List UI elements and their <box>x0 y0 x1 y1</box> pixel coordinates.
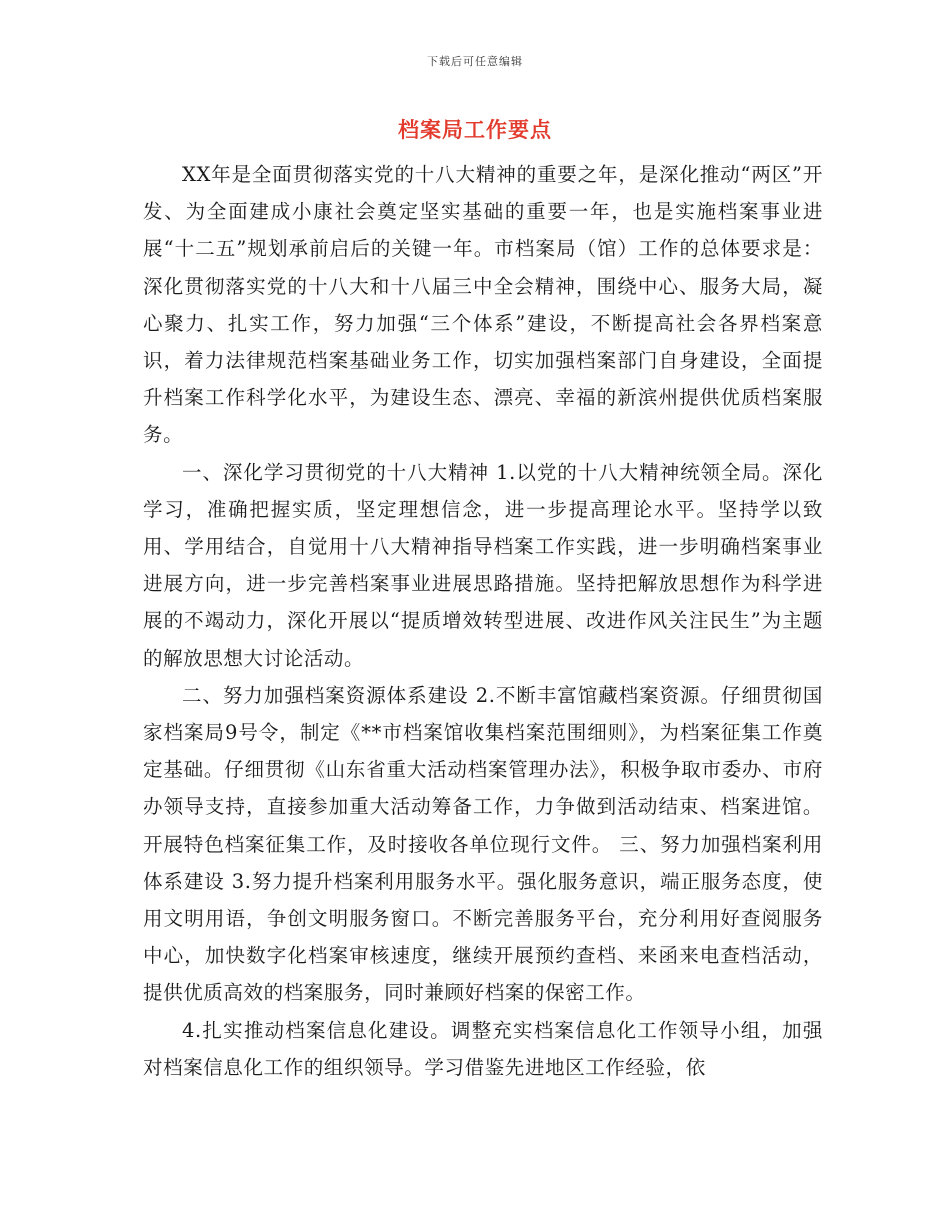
paragraph: 4.扎实推动档案信息化建设。调整充实档案信息化工作领导小组，加强对档案信息化工作的组织领导。学习借鉴先进地区工作经验，依 <box>143 1018 823 1079</box>
document-body <box>143 156 823 1086</box>
header-note: 下载后可任意编辑 <box>427 55 523 68</box>
paragraph: XX年是全面贯彻落实党的十八大精神的重要之年，是深化推动“两区”开发、为全面建成小康社会奠定坚实基础的重要一年，也是实施档案事业进展“十二五”规划承前启后的关键一年。市档案局（馆）工作的总体要求是：深化贯彻落实党的十八大和十八届三中全会精神，围绕中心、服务大局，凝心聚力、扎实工作，努力加强“三个体系”建设，不断提高社会各界档案意识，着力法律规范档案基础业务工作，切实加强档案部门自身建设，全面提升档案工作科学化水平，为建设生态、漂亮、幸福的新滨州提供优质档案服务。 <box>143 163 823 447</box>
paragraph: 二、努力加强档案资源体系建设 2.不断丰富馆藏档案资源。仔细贯彻国家档案局9号令，制定《**市档案馆收集档案范围细则》，为档案征集工作奠定基础。仔细贯彻《山东省重大活动档案管理办法》，积极争取市委办、市府办领导支持，直接参加重大活动筹备工作，力争做到活动结束、档案进馆。开展特色档案征集工作，及时接收各单位现行文件。 三、努力加强档案利用体系建设 3.努力提升档案利用服务水平。强化服务意识，端正服务态度，使用文明用语，争创文明服务窗口。不断完善服务平台，充分利用好查阅服务中心，加快数字化档案审核速度，继续开展预约查档、来函来电查档活动，提供优质高效的档案服务，同时兼顾好档案的保密工作。 <box>143 683 823 1005</box>
document-title: 档案局工作要点 <box>398 118 552 142</box>
paragraph: 一、深化学习贯彻党的十八大精神 1.以党的十八大精神统领全局。深化学习，准确把握实质，坚定理想信念，进一步提高理论水平。坚持学以致用、学用结合，自觉用十八大精神指导档案工作实践，进一步明确档案事业进展方向，进一步完善档案事业进展思路措施。坚持把解放思想作为科学进展的不竭动力，深化开展以“提质增效转型进展、改进作风关注民生”为主题的解放思想大讨论活动。 <box>143 460 823 670</box>
